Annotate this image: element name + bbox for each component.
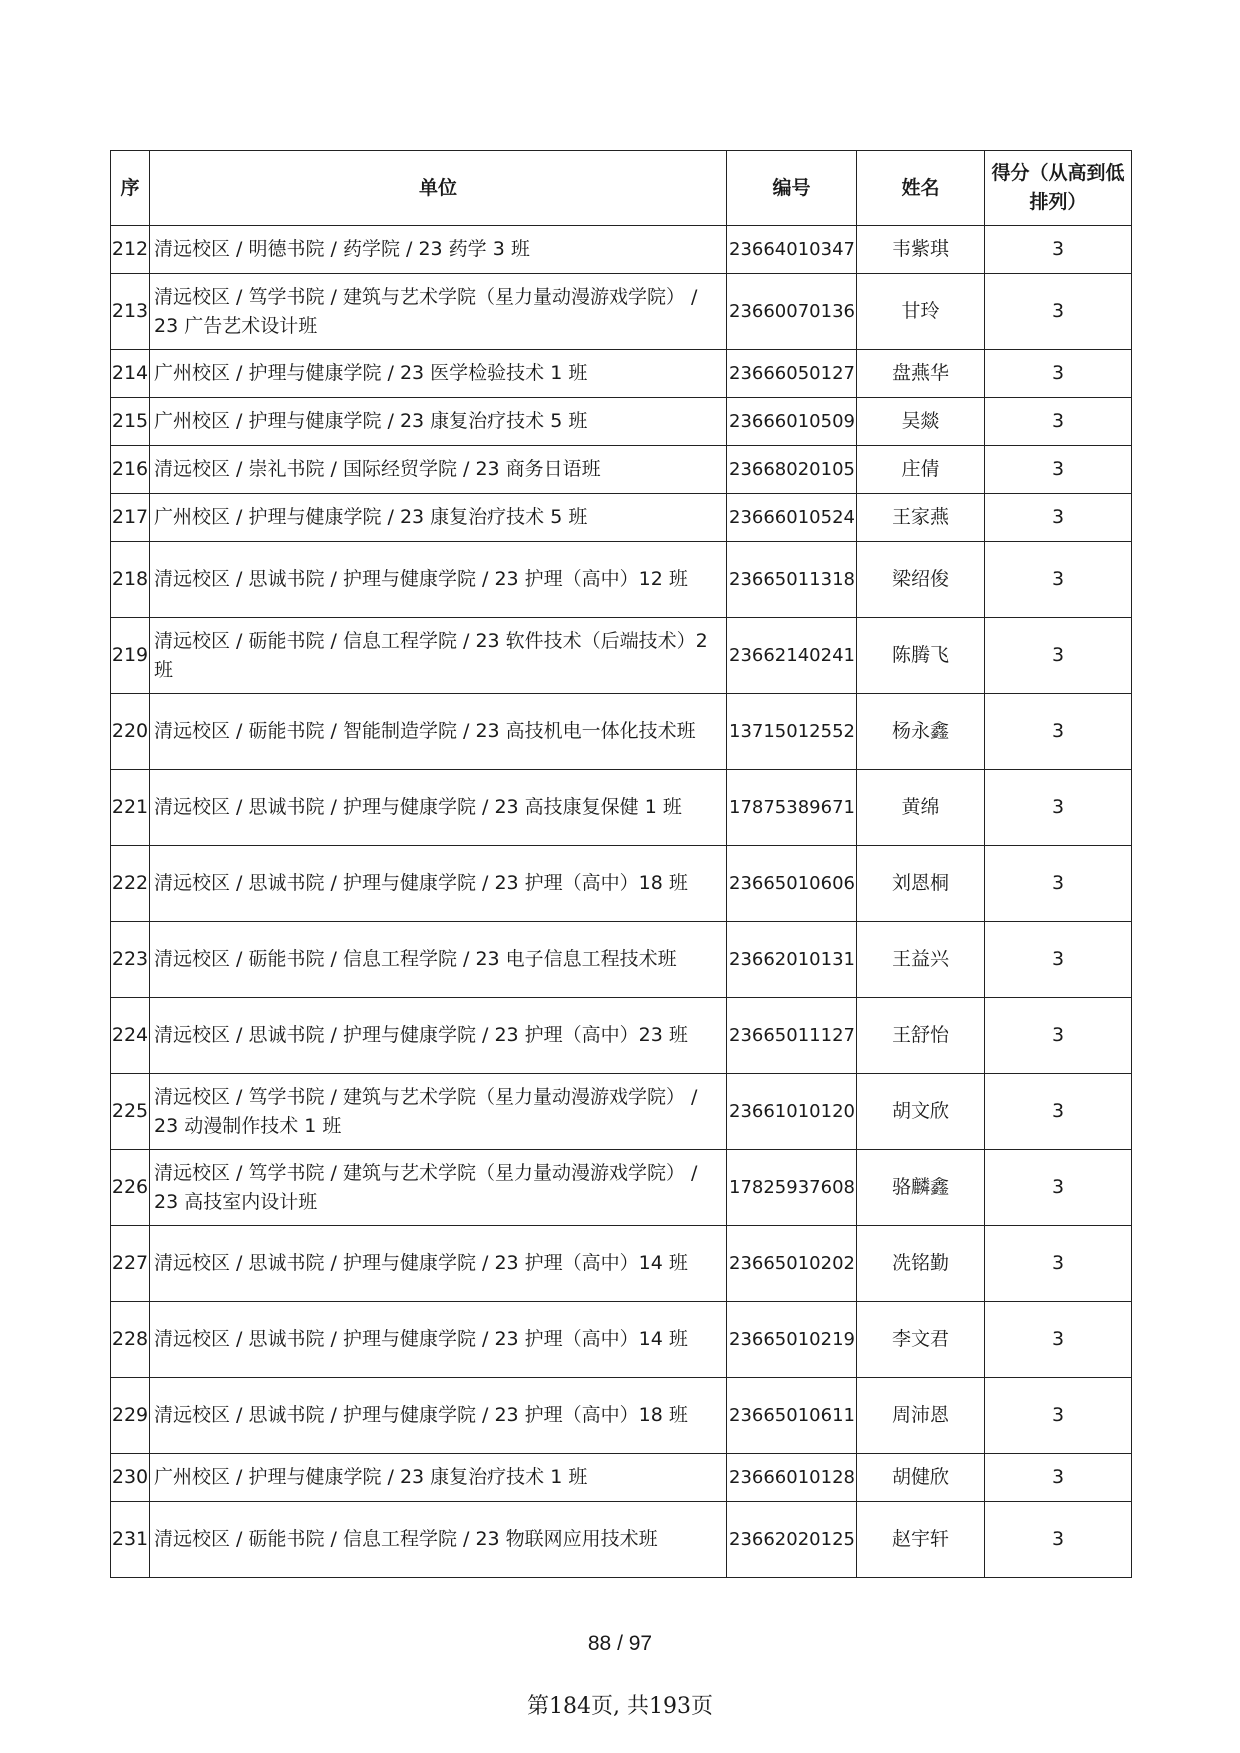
cell-unit: 广州校区 / 护理与健康学院 / 23 康复治疗技术 5 班 <box>150 398 727 446</box>
cell-score: 3 <box>985 1074 1132 1150</box>
cell-code: 23665010611 <box>727 1378 857 1454</box>
cell-score: 3 <box>985 998 1132 1074</box>
page-indicator: 88 / 97 <box>587 1632 653 1655</box>
cell-code: 23665010606 <box>727 846 857 922</box>
cell-score: 3 <box>985 1502 1132 1578</box>
cell-unit: 清远校区 / 砺能书院 / 智能制造学院 / 23 高技机电一体化技术班 <box>150 694 727 770</box>
cell-code: 17825937608 <box>727 1150 857 1226</box>
cell-score: 3 <box>985 618 1132 694</box>
cell-seq: 219 <box>111 618 150 694</box>
results-table <box>110 150 1132 1578</box>
cell-unit: 清远校区 / 思诚书院 / 护理与健康学院 / 23 护理（高中）14 班 <box>150 1302 727 1378</box>
header-unit: 单位 <box>150 151 727 226</box>
cell-seq: 215 <box>111 398 150 446</box>
table-row <box>111 494 1132 542</box>
table-row <box>111 542 1132 618</box>
header-name: 姓名 <box>857 151 985 226</box>
cell-name: 骆麟鑫 <box>857 1150 985 1226</box>
cell-seq: 223 <box>111 922 150 998</box>
cell-unit: 清远校区 / 思诚书院 / 护理与健康学院 / 23 护理（高中）23 班 <box>150 998 727 1074</box>
results-sheet <box>110 150 1131 1578</box>
table-row <box>111 618 1132 694</box>
cell-name: 杨永鑫 <box>857 694 985 770</box>
header-score: 得分（从高到低排列） <box>985 151 1132 226</box>
cell-seq: 213 <box>111 274 150 350</box>
table-row <box>111 1502 1132 1578</box>
cell-code: 23664010347 <box>727 226 857 274</box>
cell-score: 3 <box>985 446 1132 494</box>
cell-name: 胡健欣 <box>857 1454 985 1502</box>
cell-seq: 216 <box>111 446 150 494</box>
header-seq: 序 <box>111 151 150 226</box>
cell-score: 3 <box>985 1378 1132 1454</box>
cell-name: 庄倩 <box>857 446 985 494</box>
cell-seq: 217 <box>111 494 150 542</box>
table-row <box>111 694 1132 770</box>
table-row <box>111 1150 1132 1226</box>
cell-seq: 222 <box>111 846 150 922</box>
cell-code: 23666010509 <box>727 398 857 446</box>
cell-name: 王家燕 <box>857 494 985 542</box>
header-row <box>111 151 1132 226</box>
cell-unit: 广州校区 / 护理与健康学院 / 23 康复治疗技术 1 班 <box>150 1454 727 1502</box>
cell-name: 梁绍俊 <box>857 542 985 618</box>
cell-code: 13715012552 <box>727 694 857 770</box>
cell-score: 3 <box>985 226 1132 274</box>
cell-seq: 226 <box>111 1150 150 1226</box>
table-row <box>111 226 1132 274</box>
cell-seq: 225 <box>111 1074 150 1150</box>
cell-name: 黄绵 <box>857 770 985 846</box>
cell-seq: 214 <box>111 350 150 398</box>
cell-code: 23662010131 <box>727 922 857 998</box>
cell-score: 3 <box>985 1226 1132 1302</box>
cell-name: 胡文欣 <box>857 1074 985 1150</box>
cell-score: 3 <box>985 494 1132 542</box>
cell-seq: 221 <box>111 770 150 846</box>
table-row <box>111 1454 1132 1502</box>
cell-name: 王益兴 <box>857 922 985 998</box>
cell-name: 王舒怡 <box>857 998 985 1074</box>
cell-unit: 广州校区 / 护理与健康学院 / 23 医学检验技术 1 班 <box>150 350 727 398</box>
cell-seq: 218 <box>111 542 150 618</box>
cell-score: 3 <box>985 350 1132 398</box>
cell-name: 盘燕华 <box>857 350 985 398</box>
cell-score: 3 <box>985 274 1132 350</box>
table-row <box>111 1302 1132 1378</box>
cell-code: 23662020125 <box>727 1502 857 1578</box>
cell-unit: 清远校区 / 砺能书院 / 信息工程学院 / 23 电子信息工程技术班 <box>150 922 727 998</box>
cell-code: 17875389671 <box>727 770 857 846</box>
cell-seq: 228 <box>111 1302 150 1378</box>
table-row <box>111 446 1132 494</box>
cell-code: 23666010128 <box>727 1454 857 1502</box>
table-row <box>111 846 1132 922</box>
cell-seq: 212 <box>111 226 150 274</box>
cell-seq: 227 <box>111 1226 150 1302</box>
cell-unit: 广州校区 / 护理与健康学院 / 23 康复治疗技术 5 班 <box>150 494 727 542</box>
cell-unit: 清远校区 / 思诚书院 / 护理与健康学院 / 23 护理（高中）12 班 <box>150 542 727 618</box>
table-row <box>111 922 1132 998</box>
cell-name: 冼铭勤 <box>857 1226 985 1302</box>
cell-unit: 清远校区 / 明德书院 / 药学院 / 23 药学 3 班 <box>150 226 727 274</box>
cell-unit: 清远校区 / 思诚书院 / 护理与健康学院 / 23 护理（高中）14 班 <box>150 1226 727 1302</box>
cell-seq: 231 <box>111 1502 150 1578</box>
cell-unit: 清远校区 / 思诚书院 / 护理与健康学院 / 23 护理（高中）18 班 <box>150 1378 727 1454</box>
cell-name: 刘恩桐 <box>857 846 985 922</box>
cell-seq: 220 <box>111 694 150 770</box>
cell-unit: 清远校区 / 砺能书院 / 信息工程学院 / 23 软件技术（后端技术）2 班 <box>150 618 727 694</box>
table-row <box>111 998 1132 1074</box>
cell-name: 陈腾飞 <box>857 618 985 694</box>
cell-seq: 224 <box>111 998 150 1074</box>
cell-name: 赵宇轩 <box>857 1502 985 1578</box>
cell-score: 3 <box>985 1150 1132 1226</box>
cell-score: 3 <box>985 542 1132 618</box>
cell-score: 3 <box>985 1454 1132 1502</box>
cell-name: 李文君 <box>857 1302 985 1378</box>
table-row <box>111 350 1132 398</box>
cell-name: 吴燚 <box>857 398 985 446</box>
cell-code: 23660070136 <box>727 274 857 350</box>
cell-code: 23661010120 <box>727 1074 857 1150</box>
cell-score: 3 <box>985 770 1132 846</box>
cell-code: 23668020105 <box>727 446 857 494</box>
cell-name: 周沛恩 <box>857 1378 985 1454</box>
cell-score: 3 <box>985 846 1132 922</box>
cell-unit: 清远校区 / 笃学书院 / 建筑与艺术学院（星力量动漫游戏学院） / 23 广告艺术设计班 <box>150 274 727 350</box>
cell-code: 23665010202 <box>727 1226 857 1302</box>
page-total: 第184页, 共193页 <box>527 1694 713 1719</box>
cell-score: 3 <box>985 1302 1132 1378</box>
cell-code: 23666050127 <box>727 350 857 398</box>
cell-unit: 清远校区 / 笃学书院 / 建筑与艺术学院（星力量动漫游戏学院） / 23 动漫制作技术 1 班 <box>150 1074 727 1150</box>
cell-name: 韦紫琪 <box>857 226 985 274</box>
table-row <box>111 398 1132 446</box>
cell-score: 3 <box>985 922 1132 998</box>
cell-code: 23665010219 <box>727 1302 857 1378</box>
cell-code: 23666010524 <box>727 494 857 542</box>
cell-seq: 230 <box>111 1454 150 1502</box>
cell-unit: 清远校区 / 砺能书院 / 信息工程学院 / 23 物联网应用技术班 <box>150 1502 727 1578</box>
table-row <box>111 1074 1132 1150</box>
cell-unit: 清远校区 / 笃学书院 / 建筑与艺术学院（星力量动漫游戏学院） / 23 高技室内设计班 <box>150 1150 727 1226</box>
cell-unit: 清远校区 / 崇礼书院 / 国际经贸学院 / 23 商务日语班 <box>150 446 727 494</box>
cell-score: 3 <box>985 694 1132 770</box>
cell-score: 3 <box>985 398 1132 446</box>
table-row <box>111 1226 1132 1302</box>
table-row <box>111 274 1132 350</box>
cell-code: 23665011318 <box>727 542 857 618</box>
cell-name: 甘玲 <box>857 274 985 350</box>
table-row <box>111 770 1132 846</box>
header-code: 编号 <box>727 151 857 226</box>
cell-code: 23662140241 <box>727 618 857 694</box>
cell-code: 23665011127 <box>727 998 857 1074</box>
cell-unit: 清远校区 / 思诚书院 / 护理与健康学院 / 23 高技康复保健 1 班 <box>150 770 727 846</box>
cell-seq: 229 <box>111 1378 150 1454</box>
table-row <box>111 1378 1132 1454</box>
cell-unit: 清远校区 / 思诚书院 / 护理与健康学院 / 23 护理（高中）18 班 <box>150 846 727 922</box>
